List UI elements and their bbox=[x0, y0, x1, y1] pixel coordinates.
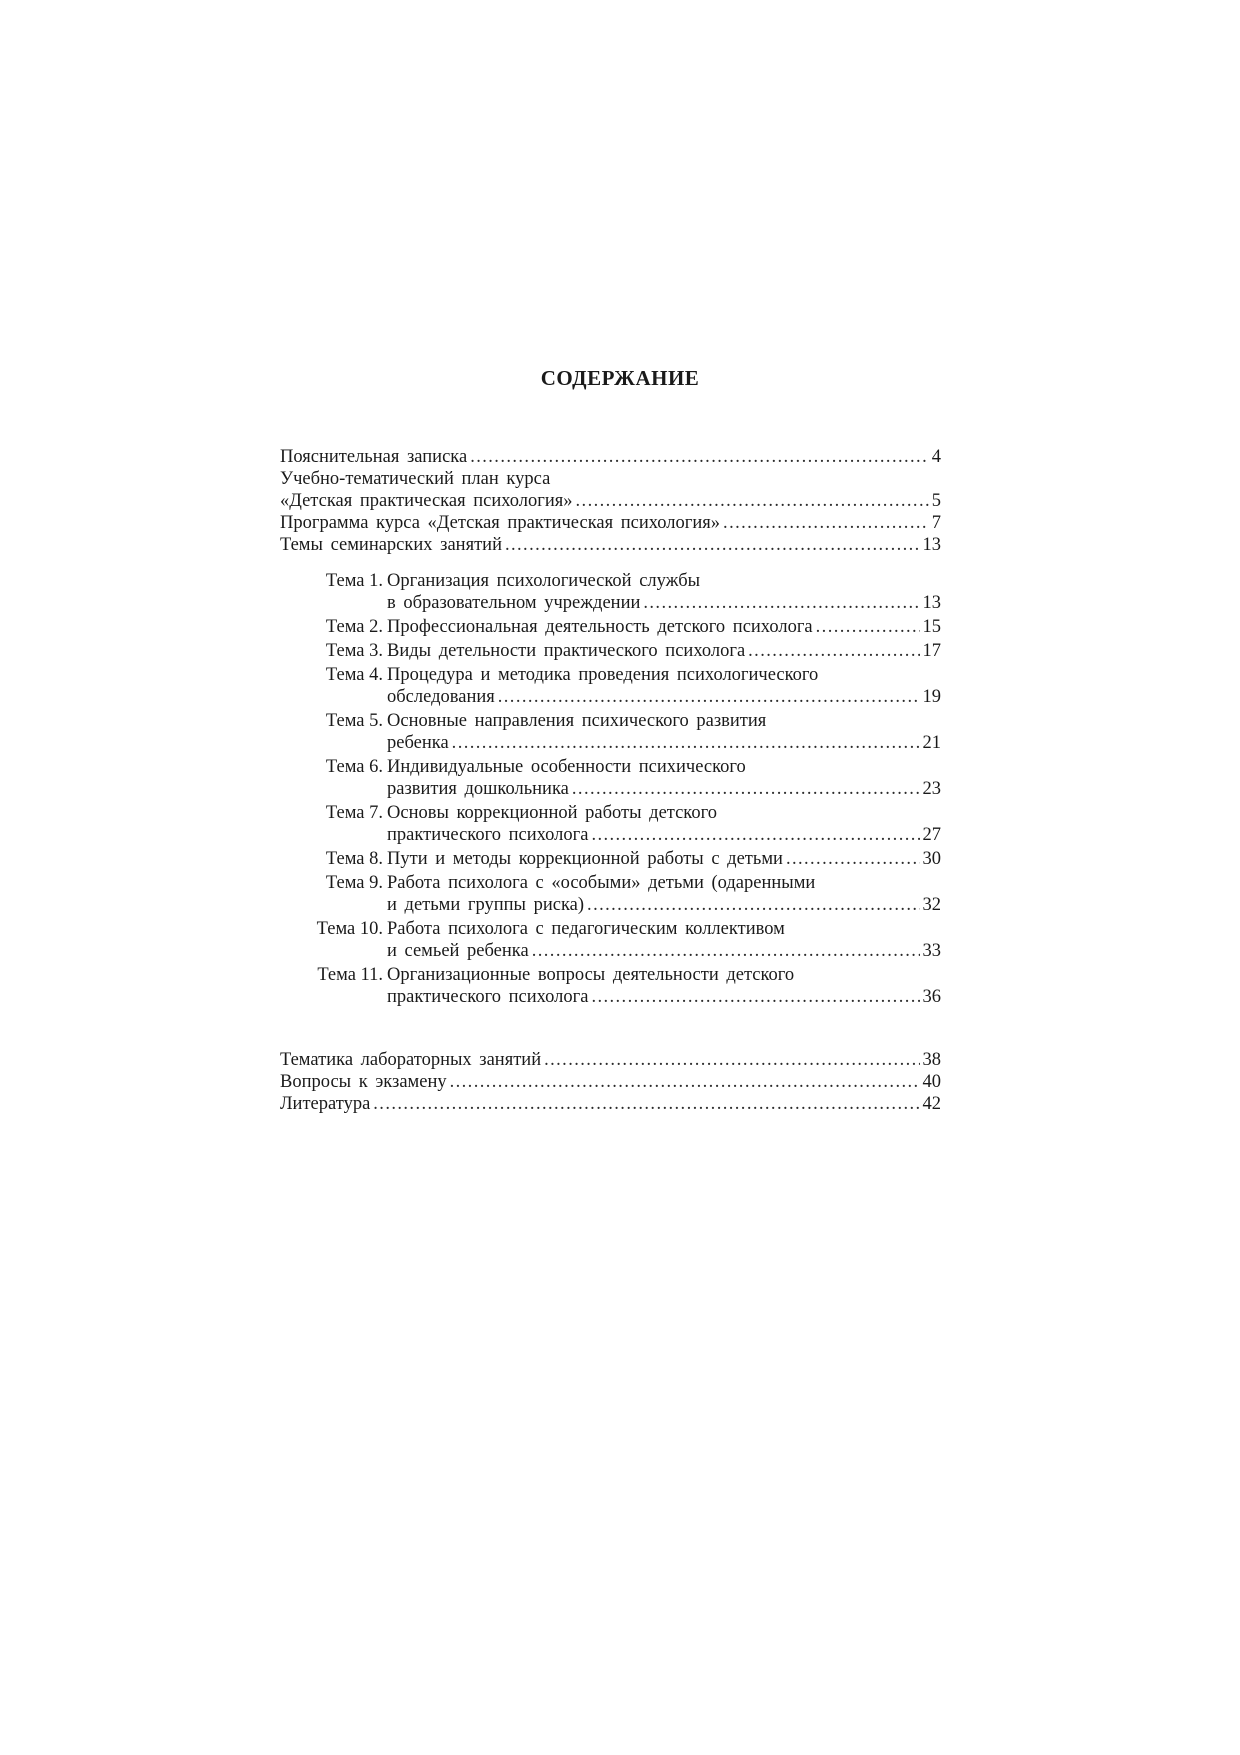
toc-entry-text: развития дошкольника bbox=[387, 779, 569, 799]
toc-topic-entry bbox=[280, 802, 941, 846]
topic-label: Тема 6. bbox=[325, 757, 383, 777]
page-number: 7 bbox=[931, 513, 941, 533]
toc-entry-text: Организационные вопросы деятельности детского bbox=[387, 965, 795, 985]
topic-label: Тема 1. bbox=[325, 571, 383, 591]
toc-entry-text: Виды детельности практического психолога bbox=[387, 641, 746, 661]
toc-entry-line bbox=[280, 446, 941, 468]
toc-entry-text: ребенка bbox=[387, 733, 449, 753]
toc-entry-line bbox=[387, 710, 941, 732]
toc-entry bbox=[280, 1049, 941, 1071]
toc-entry-text: Литература bbox=[280, 1094, 371, 1114]
toc-entry-line bbox=[387, 778, 941, 800]
toc-entry-line bbox=[387, 964, 941, 986]
toc-topic-body bbox=[387, 848, 941, 870]
toc-entry-text: Профессиональная деятельность детского психолога bbox=[387, 617, 813, 637]
toc-entry-text: «Детская практическая психология» bbox=[280, 491, 573, 511]
dot-leader bbox=[572, 778, 920, 800]
topic-label: Тема 10. bbox=[316, 919, 383, 939]
dot-leader bbox=[544, 1049, 919, 1071]
toc-topic-body bbox=[387, 964, 941, 1008]
page-number: 15 bbox=[922, 617, 941, 637]
toc-entry bbox=[280, 1071, 941, 1093]
page-number: 42 bbox=[922, 1094, 941, 1114]
toc-final-entries bbox=[280, 1049, 941, 1115]
toc-topic-entry bbox=[280, 964, 941, 1008]
dot-leader bbox=[576, 490, 929, 512]
toc-entry-line bbox=[387, 894, 941, 916]
toc-entry-text: Процедура и методика проведения психологического bbox=[387, 665, 819, 685]
toc-entry-line bbox=[387, 732, 941, 754]
page-number: 38 bbox=[922, 1050, 941, 1070]
toc-entry bbox=[280, 534, 941, 556]
toc-topic-entry bbox=[280, 756, 941, 800]
toc-topic-body bbox=[387, 872, 941, 916]
dot-leader bbox=[505, 534, 920, 556]
dot-leader bbox=[452, 732, 920, 754]
toc-topic-entry bbox=[280, 872, 941, 916]
toc-entry-line bbox=[387, 802, 941, 824]
toc-entry-text: и детьми группы риска) bbox=[387, 895, 585, 915]
toc-entry bbox=[280, 446, 941, 468]
toc-entry-text: Основы коррекционной работы детского bbox=[387, 803, 717, 823]
dot-leader bbox=[816, 616, 920, 638]
toc-entry-line bbox=[387, 616, 941, 638]
toc-entry-text: и семьей ребенка bbox=[387, 941, 529, 961]
dot-leader bbox=[748, 640, 919, 662]
toc-entry-text: Тематика лабораторных занятий bbox=[280, 1050, 542, 1070]
toc-topic-body bbox=[387, 570, 941, 614]
toc-entry-text: Основные направления психического развития bbox=[387, 711, 767, 731]
topic-label: Тема 5. bbox=[325, 711, 383, 731]
dot-leader bbox=[643, 592, 919, 614]
dot-leader bbox=[587, 894, 919, 916]
toc-entry-line bbox=[387, 872, 941, 894]
toc-entry-line bbox=[387, 848, 941, 870]
page-number: 5 bbox=[931, 491, 941, 511]
dot-leader bbox=[723, 512, 929, 534]
toc-entry-text: Темы семинарских занятий bbox=[280, 535, 502, 555]
toc-entry-line bbox=[387, 664, 941, 686]
toc-entry-line bbox=[387, 570, 941, 592]
toc-entry-text: Работа психолога с педагогическим коллективом bbox=[387, 919, 785, 939]
toc-topic-body bbox=[387, 664, 941, 708]
toc-entry-text: обследования bbox=[387, 687, 495, 707]
toc-seminar-topics bbox=[280, 570, 941, 1008]
toc-entry-text: Пути и методы коррекционной работы с детьми bbox=[387, 849, 783, 869]
dot-leader bbox=[591, 986, 919, 1008]
toc-topic-body bbox=[387, 756, 941, 800]
toc-entry-text: Программа курса «Детская практическая психология» bbox=[280, 513, 721, 533]
toc-entry bbox=[280, 1093, 941, 1115]
dot-leader bbox=[470, 446, 929, 468]
toc-entry-line bbox=[387, 918, 941, 940]
toc-entry-text: Организация психологической службы bbox=[387, 571, 701, 591]
toc-title: СОДЕРЖАНИЕ bbox=[540, 366, 700, 390]
dot-leader bbox=[450, 1071, 920, 1093]
toc-topic-entry bbox=[280, 918, 941, 962]
toc-entry-line bbox=[387, 592, 941, 614]
page-number: 13 bbox=[922, 535, 941, 555]
topic-label: Тема 11. bbox=[317, 965, 383, 985]
page-number: 30 bbox=[922, 849, 941, 869]
toc-topic-entry bbox=[280, 640, 941, 662]
toc-entry-text: Работа психолога с «особыми» детьми (одаренными bbox=[387, 873, 816, 893]
topic-label: Тема 9. bbox=[325, 873, 383, 893]
topic-label: Тема 8. bbox=[325, 849, 383, 869]
toc-entry-line bbox=[387, 986, 941, 1008]
toc-topic-body bbox=[387, 640, 941, 662]
toc-entry-line bbox=[387, 824, 941, 846]
page-number: 19 bbox=[922, 687, 941, 707]
toc-entry-line bbox=[280, 512, 941, 534]
page-number: 23 bbox=[922, 779, 941, 799]
toc-topic-body bbox=[387, 710, 941, 754]
page-number: 17 bbox=[922, 641, 941, 661]
toc-topic-entry bbox=[280, 616, 941, 638]
toc-entry-text: в образовательном учреждении bbox=[387, 593, 641, 613]
topic-label: Тема 4. bbox=[325, 665, 383, 685]
toc-topic-entry bbox=[280, 848, 941, 870]
page-number: 40 bbox=[922, 1072, 941, 1092]
toc-topic-body bbox=[387, 616, 941, 638]
toc-entry-line bbox=[280, 490, 941, 512]
topic-label: Тема 7. bbox=[325, 803, 383, 823]
page-number: 21 bbox=[922, 733, 941, 753]
toc-topic-body bbox=[387, 918, 941, 962]
toc-entry-text: Индивидуальные особенности психического bbox=[387, 757, 746, 777]
toc-entry-text: Пояснительная записка bbox=[280, 447, 468, 467]
page-number: 36 bbox=[922, 987, 941, 1007]
toc-entry-line bbox=[387, 686, 941, 708]
dot-leader bbox=[786, 848, 920, 870]
page-number: 32 bbox=[922, 895, 941, 915]
page-number: 33 bbox=[922, 941, 941, 961]
toc-entry-line bbox=[280, 534, 941, 556]
toc-main-entries bbox=[280, 446, 941, 556]
toc-entry-line bbox=[280, 468, 941, 490]
toc-entry bbox=[280, 468, 941, 512]
toc-entry-text: Вопросы к экзамену bbox=[280, 1072, 447, 1092]
toc-entry-text: практического психолога bbox=[387, 825, 589, 845]
dot-leader bbox=[498, 686, 920, 708]
topic-label: Тема 2. bbox=[325, 617, 383, 637]
toc-entry-line bbox=[387, 640, 941, 662]
toc-entry-text: Учебно-тематический план курса bbox=[280, 469, 551, 489]
topic-label: Тема 3. bbox=[325, 641, 383, 661]
toc-entry-line bbox=[280, 1093, 941, 1115]
toc-entry-line bbox=[280, 1071, 941, 1093]
toc-entry-line bbox=[387, 940, 941, 962]
toc-entry-line bbox=[387, 756, 941, 778]
page-number: 4 bbox=[931, 447, 941, 467]
page-number: 13 bbox=[922, 593, 941, 613]
toc-topic-body bbox=[387, 802, 941, 846]
toc-entry-line bbox=[280, 1049, 941, 1071]
page-number: 27 bbox=[922, 825, 941, 845]
dot-leader bbox=[373, 1093, 919, 1115]
dot-leader bbox=[591, 824, 919, 846]
toc-entry bbox=[280, 512, 941, 534]
toc-entry-text: практического психолога bbox=[387, 987, 589, 1007]
toc-topic-entry bbox=[280, 710, 941, 754]
dot-leader bbox=[532, 940, 920, 962]
toc-topic-entry bbox=[280, 664, 941, 708]
toc-topic-entry bbox=[280, 570, 941, 614]
